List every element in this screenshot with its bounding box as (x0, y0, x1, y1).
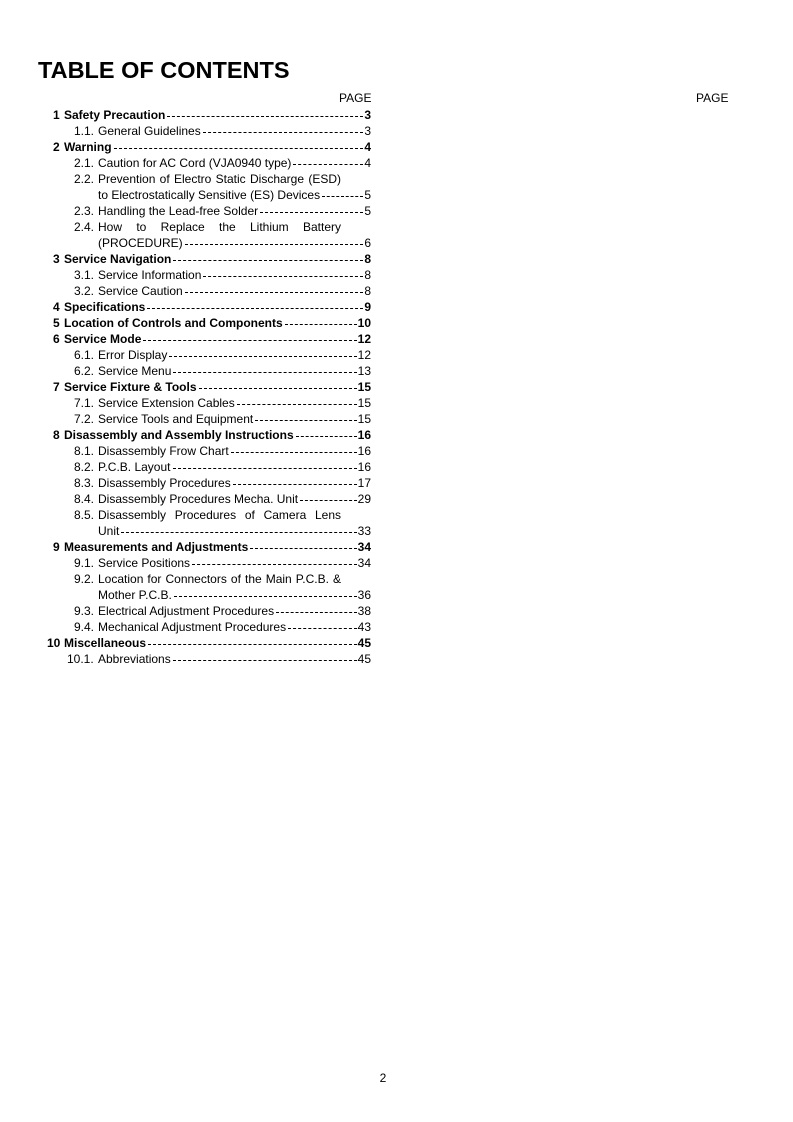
dot-leader (255, 411, 356, 421)
page-number: 2 (379, 1071, 387, 1085)
toc-entry[interactable] (0, 267, 380, 283)
toc-entry-number: 9 (53, 540, 60, 554)
toc-entry[interactable] (0, 283, 380, 299)
toc-entry-title: Error Display (98, 348, 168, 362)
toc-entry[interactable] (0, 395, 380, 411)
dot-leader (233, 475, 357, 485)
toc-entry-title: Disassembly Frow Chart (98, 444, 229, 458)
toc-entry-title: Service Extension Cables (98, 396, 235, 410)
toc-entry[interactable] (0, 299, 380, 315)
toc-entry-page: 15 (357, 396, 371, 410)
toc-entry-page: 16 (357, 428, 371, 442)
toc-entry-page: 45 (357, 652, 371, 666)
toc-entry[interactable] (0, 379, 380, 395)
toc-entry[interactable] (0, 507, 380, 539)
toc-entry-page: 9 (364, 300, 371, 314)
toc-entry-title: Unit (98, 524, 120, 538)
toc-entry-page: 4 (364, 156, 371, 170)
dot-leader (173, 459, 357, 469)
dot-leader (114, 139, 364, 149)
toc-entry-page: 12 (357, 332, 371, 346)
dot-leader (174, 587, 357, 597)
toc-entry-title: Service Caution (98, 284, 183, 298)
toc-entry-title: Abbreviations (98, 652, 171, 666)
toc-entry[interactable] (0, 603, 380, 619)
dot-leader (288, 619, 357, 629)
toc-entry[interactable] (0, 107, 380, 123)
toc-entry-title: Mother P.C.B. (98, 588, 172, 602)
dot-leader (185, 283, 364, 293)
dot-leader (121, 523, 356, 533)
toc-entry-title-line: Prevention of Electro Static Discharge (ESD) (98, 172, 341, 186)
toc-entry-page: 15 (357, 412, 371, 426)
toc-entry-page: 3 (364, 108, 371, 122)
toc-entry-number: 10 (47, 636, 61, 650)
toc-entry-title: Disassembly and Assembly Instructions (64, 428, 294, 442)
toc-entry[interactable] (0, 555, 380, 571)
toc-entry-title-line: Disassembly Procedures of Camera Lens (98, 508, 341, 522)
dot-leader (260, 203, 363, 213)
toc-entry-page: 43 (357, 620, 371, 634)
toc-entry-number: 1 (53, 108, 60, 122)
toc-entry-number: 6 (53, 332, 60, 346)
toc-entry-number: 2.3. (74, 204, 95, 218)
toc-entry-number: 8.2. (74, 460, 95, 474)
dot-leader (147, 299, 363, 309)
dot-leader (276, 603, 357, 613)
toc-entry[interactable] (0, 571, 380, 603)
toc-entry-title: Service Fixture & Tools (64, 380, 197, 394)
toc-entry[interactable] (0, 475, 380, 491)
toc-entry-number: 2.2. (74, 172, 95, 186)
toc-entry-title: Caution for AC Cord (VJA0940 type) (98, 156, 292, 170)
page-title: TABLE OF CONTENTS (38, 57, 290, 83)
toc-entry-page: 16 (357, 460, 371, 474)
dot-leader (322, 187, 363, 197)
toc-entry-page: 3 (364, 124, 371, 138)
toc-entry-page: 6 (364, 236, 371, 250)
toc-entry[interactable] (0, 171, 380, 203)
toc-entry-title: Disassembly Procedures Mecha. Unit (98, 492, 299, 506)
toc-entry-number: 3.2. (74, 284, 95, 298)
page-column-header-right: PAGE (696, 91, 729, 105)
dot-leader (250, 539, 356, 549)
toc-entry-title: (PROCEDURE) (98, 236, 183, 250)
dot-leader (173, 363, 356, 373)
toc-entry[interactable] (0, 123, 380, 139)
dot-leader (296, 427, 357, 437)
toc-entry-number: 7.2. (74, 412, 95, 426)
toc-entry-number: 7.1. (74, 396, 95, 410)
dot-leader (143, 331, 356, 341)
toc-entry[interactable] (0, 219, 380, 251)
toc-entry-page: 5 (364, 188, 371, 202)
toc-entry-number: 4 (53, 300, 60, 314)
toc-entry[interactable] (0, 203, 380, 219)
toc-entry[interactable] (0, 443, 380, 459)
toc-entry-title: Service Mode (64, 332, 142, 346)
toc-entry[interactable] (0, 155, 380, 171)
toc-entry-title: Service Positions (98, 556, 191, 570)
toc-entry-title: General Guidelines (98, 124, 201, 138)
toc-entry-title: Specifications (64, 300, 146, 314)
dot-leader (285, 315, 357, 325)
toc-entry-number: 2.1. (74, 156, 95, 170)
toc-entry-number: 9.2. (74, 572, 95, 586)
dot-leader (148, 635, 357, 645)
toc-entry-page: 45 (357, 636, 371, 650)
dot-leader (173, 651, 357, 661)
dot-leader (192, 555, 357, 565)
toc-entry-title: Electrical Adjustment Procedures (98, 604, 275, 618)
toc-entry-title-line: Location for Connectors of the Main P.C.B. & (98, 572, 341, 586)
toc-entry[interactable] (0, 347, 380, 363)
toc-entry[interactable] (0, 139, 380, 155)
toc-entry-number: 10.1. (67, 652, 94, 666)
toc-entry-page: 38 (357, 604, 371, 618)
toc-entry-page: 29 (357, 492, 371, 506)
toc-entry-title: Service Tools and Equipment (98, 412, 254, 426)
toc-entry-number: 9.4. (74, 620, 95, 634)
page-column-header-left: PAGE (339, 91, 372, 105)
toc-entry-page: 36 (357, 588, 371, 602)
toc-entry-title: Miscellaneous (64, 636, 147, 650)
toc-entry-number: 9.3. (74, 604, 95, 618)
toc-entry-title: Handling the Lead-free Solder (98, 204, 259, 218)
toc-entry[interactable] (0, 635, 380, 651)
dot-leader (203, 123, 364, 133)
toc-entry[interactable] (0, 251, 380, 267)
toc-entry-page: 10 (357, 316, 371, 330)
toc-entry-number: 3 (53, 252, 60, 266)
toc-entry-title: Safety Precaution (64, 108, 166, 122)
toc-entry-title: Service Menu (98, 364, 172, 378)
dot-leader (300, 491, 357, 501)
toc-entry[interactable] (0, 651, 380, 667)
toc-entry-title: P.C.B. Layout (98, 460, 171, 474)
toc-entry-number: 8.1. (74, 444, 95, 458)
dot-leader (199, 379, 357, 389)
toc-entry-number: 6.1. (74, 348, 95, 362)
toc-entry-title-line: How to Replace the Lithium Battery (98, 220, 341, 234)
toc-entry-number: 2.4. (74, 220, 95, 234)
toc-entry[interactable] (0, 315, 380, 331)
toc-entry-number: 2 (53, 140, 60, 154)
toc-entry[interactable] (0, 331, 380, 347)
toc-entry-page: 12 (357, 348, 371, 362)
toc-entry[interactable] (0, 363, 380, 379)
toc-entry[interactable] (0, 459, 380, 475)
toc-entry-title: Location of Controls and Components (64, 316, 283, 330)
toc-entry-number: 6.2. (74, 364, 95, 378)
dot-leader (169, 347, 356, 357)
toc-entry-title: Service Information (98, 268, 202, 282)
toc-entry-number: 9.1. (74, 556, 95, 570)
toc-entry-number: 3.1. (74, 268, 95, 282)
toc-entry-number: 8 (53, 428, 60, 442)
toc-entry-number: 8.3. (74, 476, 95, 490)
toc-list (0, 107, 380, 667)
dot-leader (203, 267, 363, 277)
toc-entry-page: 15 (357, 380, 371, 394)
toc-entry-title: Disassembly Procedures (98, 476, 231, 490)
dot-leader (167, 107, 363, 117)
toc-entry-number: 7 (53, 380, 60, 394)
toc-entry-title: Measurements and Adjustments (64, 540, 249, 554)
dot-leader (173, 251, 363, 261)
toc-entry-page: 13 (357, 364, 371, 378)
toc-entry[interactable] (0, 491, 380, 507)
toc-entry-page: 16 (357, 444, 371, 458)
toc-entry-number: 1.1. (74, 124, 95, 138)
toc-entry[interactable] (0, 411, 380, 427)
toc-entry-page: 8 (364, 268, 371, 282)
toc-entry-page: 8 (364, 252, 371, 266)
toc-entry-page: 33 (357, 524, 371, 538)
toc-entry-number: 8.4. (74, 492, 95, 506)
toc-entry-title: Service Navigation (64, 252, 172, 266)
toc-entry-page: 4 (364, 140, 371, 154)
toc-entry-number: 5 (53, 316, 60, 330)
dot-leader (237, 395, 357, 405)
toc-entry-title: to Electrostatically Sensitive (ES) Devices (98, 188, 321, 202)
toc-entry-number: 8.5. (74, 508, 95, 522)
toc-entry[interactable] (0, 619, 380, 635)
dot-leader (293, 155, 363, 165)
toc-entry-page: 17 (357, 476, 371, 490)
toc-entry-page: 34 (357, 540, 371, 554)
dot-leader (231, 443, 357, 453)
toc-entry[interactable] (0, 539, 380, 555)
toc-entry-page: 8 (364, 284, 371, 298)
toc-entry-title: Warning (64, 140, 112, 154)
toc-entry-page: 5 (364, 204, 371, 218)
toc-entry-page: 34 (357, 556, 371, 570)
toc-entry-title: Mechanical Adjustment Procedures (98, 620, 287, 634)
toc-entry[interactable] (0, 427, 380, 443)
dot-leader (185, 235, 364, 245)
